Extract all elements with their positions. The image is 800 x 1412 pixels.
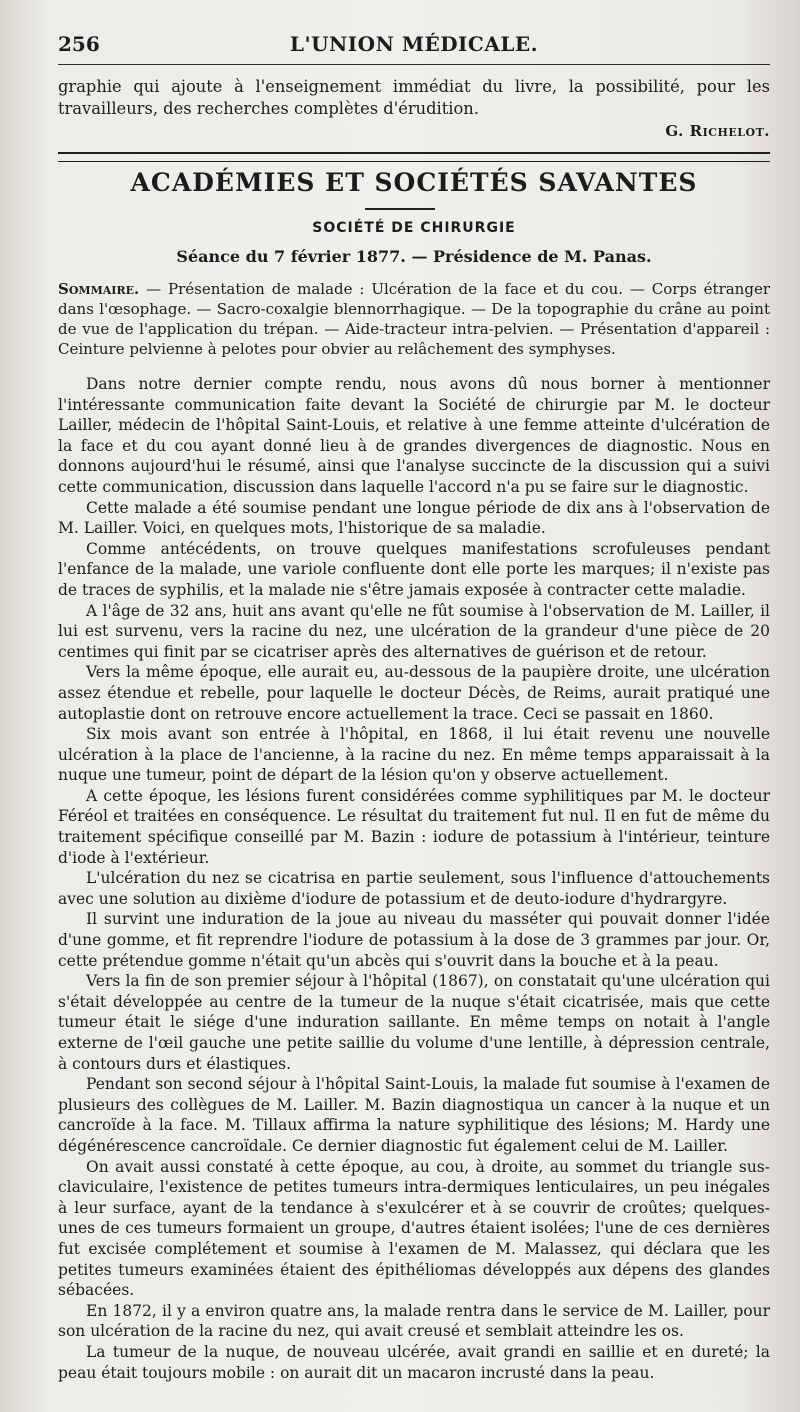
body-paragraph: Il survint une induration de la joue au niveau du masséter qui pouvait donner l'idée d'une gomme, et fit reprendre l'iodure de potassium à la dose de 3 grammes par jour. Or, cette prétendue gomme n'était qu'un abcès qui s'ouvrit dans la bouche et à la peau. bbox=[58, 910, 770, 970]
author-signature: G. Richelot. bbox=[665, 122, 770, 141]
article-body bbox=[58, 374, 770, 1383]
body-paragraph: On avait aussi constaté à cette époque, au cou, à droite, au sommet du triangle sus-claviculaire, l'existence de petites tumeurs intra-dermiques lenticulaires, un peu inégales à leur surface, ayant de la tendance à s'exulcérer et à se couvrir de croûtes; quelques-unes de ces tumeurs formaient un groupe, d'autres étaient isolées; l'une de ces dernières fut excisée complétement et soumise à l'examen de M. Malassez, qui déclara que les petites tumeurs examinées étaient des épithéliomas développés aux dépens des glandes sébacées. bbox=[58, 1157, 770, 1300]
session-line: Séance du 7 février 1877. — Présidence de M. Panas. bbox=[176, 247, 652, 266]
summary-label: Sommaire. bbox=[58, 280, 140, 298]
body-paragraph: Pendant son second séjour à l'hôpital Saint-Louis, la malade fut soumise à l'examen de plusieurs des collègues de M. Lailler. M. Bazin diagnostiqua un cancer à la nuque et un cancroïde à la face. M. Tillaux affirma la nature syphilitique des lésions; M. Hardy une dégénérescence cancroïdale. Ce dernier diagnostic fut également celui de M. Lailler. bbox=[58, 1075, 770, 1155]
body-paragraph: L'ulcération du nez se cicatrisa en partie seulement, sous l'influence d'attouchements avec une solution au dixième d'iodure de potassium et de deuto-iodure d'hydrargyre. bbox=[58, 869, 770, 908]
intro-section bbox=[58, 76, 770, 143]
section-divider bbox=[58, 152, 770, 162]
society-heading: SOCIÉTÉ DE CHIRURGIE bbox=[312, 220, 516, 236]
body-paragraph: Six mois avant son entrée à l'hôpital, en 1868, il lui était revenu une nouvelle ulcération à la place de l'ancienne, à la racine du nez. En même temps apparaissait à la nuque une tumeur, point de départ de la lésion qu'on y observe actuellement. bbox=[58, 725, 770, 785]
body-paragraph: Dans notre dernier compte rendu, nous avons dû nous borner à mentionner l'intéressante communication faite devant la Société de chirurgie par M. le docteur Lailler, médecin de l'hôpital Saint-Louis, et relative à une femme atteinte d'ulcération de la face et du cou ayant donné lieu à de grandes divergences de diagnostic. Nous en donnons aujourd'hui le résumé, ainsi que l'analyse succincte de la discussion qui a suivi cette communication, discussion dans laquelle l'accord n'a pu se faire sur le diagnostic. bbox=[58, 375, 770, 496]
title-rule bbox=[365, 208, 435, 210]
summary-block bbox=[58, 279, 770, 359]
intro-paragraph: graphie qui ajoute à l'enseignement immédiat du livre, la possibilité, pour les travailleurs, des recherches complètes d'érudition. bbox=[58, 77, 770, 118]
summary-text: — Présentation de malade : Ulcération de la face et du cou. — Corps étranger dans l'œsophage. — Sacro-coxalgie blennorrhagique. — De la topographie du crâne au point de vue de l'application du trépan. — Aide-tracteur intra-pelvien. — Présentation d'appareil : Ceinture pelvienne à pelotes pour obvier au relâchement des symphyses. bbox=[58, 280, 770, 358]
running-head: L'UNION MÉDICALE. bbox=[289, 32, 539, 56]
body-paragraph: Comme antécédents, on trouve quelques manifestations scrofuleuses pendant l'enfance de la malade, une variole confluente dont elle porte les marques; il n'existe pas de traces de syphilis, et la malade nie s'être jamais exposée à contracter cette maladie. bbox=[58, 539, 770, 599]
body-paragraph: En 1872, il y a environ quatre ans, la malade rentra dans le service de M. Lailler, pour son ulcération de la racine du nez, qui avait creusé et semblait atteindre les os. bbox=[58, 1301, 770, 1341]
body-paragraph: Vers la même époque, elle aurait eu, au-dessous de la paupière droite, une ulcération assez étendue et rebelle, pour laquelle le docteur Décès, de Reims, aurait pratiqué une autoplastie dont on retrouve encore actuellement la trace. Ceci se passait en 1860. bbox=[58, 663, 770, 723]
page-header bbox=[58, 30, 770, 65]
body-paragraph: A cette époque, les lésions furent considérées comme syphilitiques par M. le docteur Féréol et traitées en conséquence. Le résultat du traitement fut nul. Il en fut de même du traitement spécifique conseillé par M. Bazin : iodure de potassium à l'intérieur, teinture d'iode à l'extérieur. bbox=[58, 786, 770, 867]
page-number: 256 bbox=[58, 32, 100, 56]
body-paragraph: A l'âge de 32 ans, huit ans avant qu'elle ne fût soumise à l'observation de M. Lailler, il lui est survenu, vers la racine du nez, une ulcération de la grandeur d'une pièce de 20 centimes qui finit par se cicatriser après des alternatives de guérison et de retour. bbox=[58, 601, 770, 661]
body-paragraph: La tumeur de la nuque, de nouveau ulcérée, avait grandi en saillie et en dureté; la peau était toujours mobile : on aurait dit un macaron incrusté dans la peau. bbox=[58, 1342, 770, 1382]
section-title: ACADÉMIES ET SOCIÉTÉS SAVANTES bbox=[130, 168, 698, 197]
body-paragraph: Vers la fin de son premier séjour à l'hôpital (1867), on constatait qu'une ulcération qui s'était développée au centre de la tumeur de la nuque s'était cicatrisée, mais que cette tumeur était le siége d'une induration saillante. En même temps on notait à l'angle externe de l'œil gauche une petite saillie du volume d'une lentille, à dépression centrale, à contours durs et élastiques. bbox=[58, 972, 770, 1073]
body-paragraph: Cette malade a été soumise pendant une longue période de dix ans à l'observation de M. Lailler. Voici, en quelques mots, l'historique de sa maladie. bbox=[58, 498, 770, 538]
